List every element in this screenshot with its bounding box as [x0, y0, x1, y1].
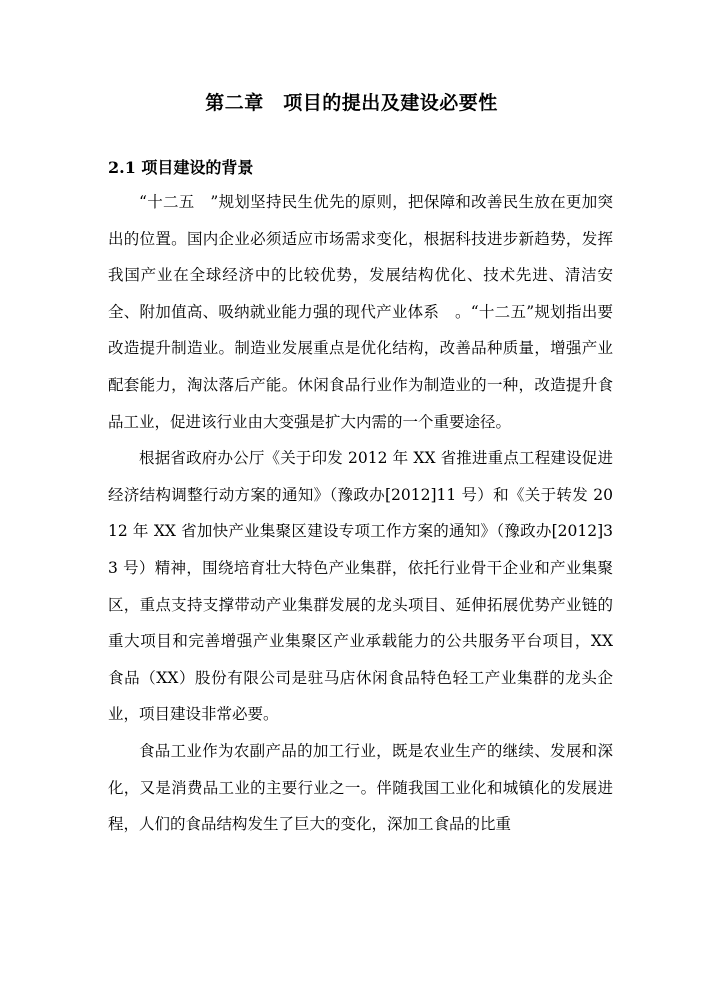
paragraph-3: 食品工业作为农副产品的加工行业，既是农业生产的继续、发展和深化，又是消费品工业的主要行业之一。伴随我国工业化和城镇化的发展进程，人们的食品结构发生了巨大的变化，深加工食品的比重 [108, 741, 613, 834]
paragraph-2: 根据省政府办公厅《关于印发 2012 年 XX 省推进重点工程建设促进经济结构调整行动方案的通知》（豫政办[2012]11 号）和《关于转发 2012 年 XX 省加快产业集聚区建设专项工作方案的通知》（豫政办[2012]33 号）精神，围绕培育壮大特色产业集群，依托行业骨干企业和产业集聚区，重点支持支撑带动产业集群发展的龙头项目、延伸拓展优势产业链的重大项目和完善增强产业集聚区产业承载能力的公共服务平台项目，XX 食品（XX）股份有限公司是驻马店休闲食品特色轻工产业集群的龙头企业，项目建设非常必要。 [108, 449, 613, 724]
chapter-title: 第二章 项目的提出及建设必要性 [205, 92, 498, 114]
section-heading: 2.1 项目建设的背景 [108, 158, 254, 177]
body-text [108, 184, 613, 843]
paragraph-1: “十二五 ”规划坚持民生优先的原则，把保障和改善民生放在更加突出的位置。国内企业必须适应市场需求变化，根据科技进步新趋势，发挥我国产业在全球经济中的比较优势，发展结构优化、技术先进、清洁安全、附加值高、吸纳就业能力强的现代产业体系 。“十二五”规划指出要改造提升制造业。制造业发展重点是优化结构，改善品种质量，增强产业配套能力，淘汰落后产能。休闲食品行业作为制造业的一种，改造提升食品工业，促进该行业由大变强是扩大内需的一个重要途径。 [108, 193, 613, 431]
